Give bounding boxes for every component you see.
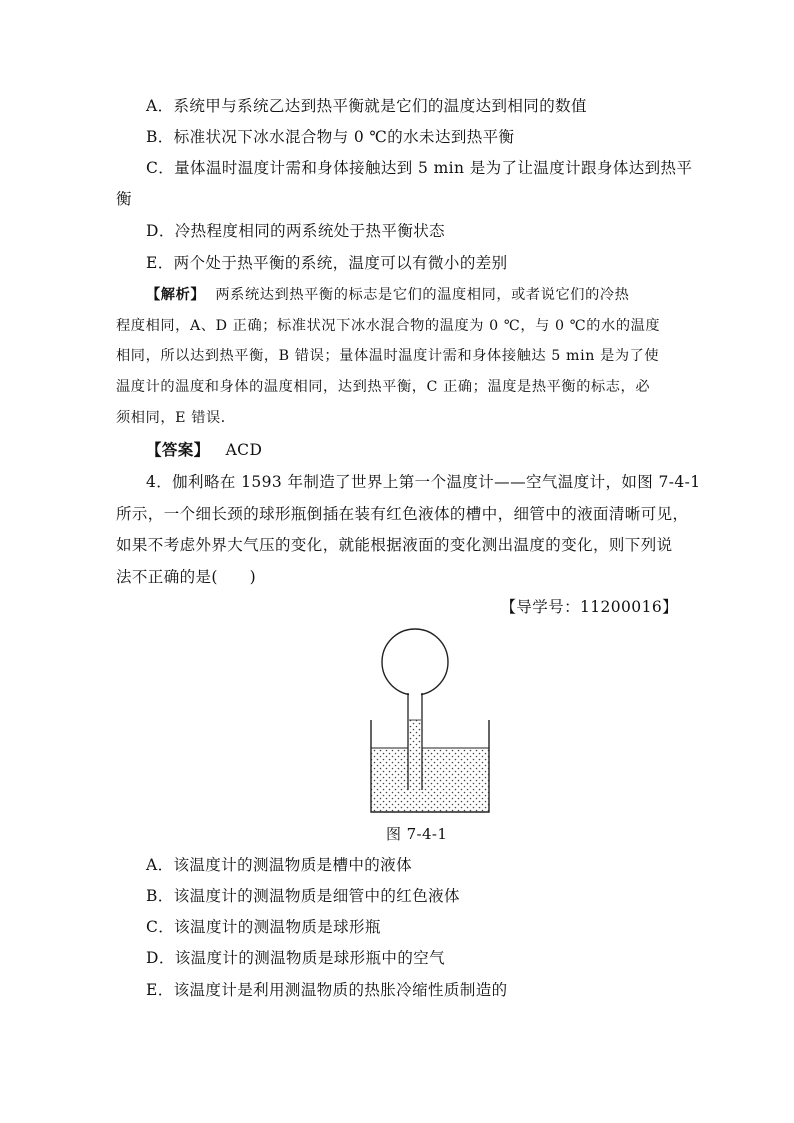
analysis-line-1	[146, 285, 629, 305]
q4-option-e: E．该温度计是利用测温物质的热胀冷缩性质制造的	[146, 981, 508, 999]
q4-option-c: C．该温度计的测温物质是球形瓶	[146, 918, 381, 936]
q4-stem-line-3: 如果不考虑外界大气压的变化，就能根据液面的变化测出温度的变化，则下列说	[116, 536, 673, 554]
q4-option-b: B．该温度计的测温物质是细管中的红色液体	[146, 887, 460, 905]
analysis-text: 两系统达到热平衡的标志是它们的温度相同，或者说它们的冷热	[215, 287, 630, 303]
analysis-line-3: 相同，所以达到热平衡，B 错误；量体温时温度计需和身体接触达 5 min 是为了使	[116, 348, 660, 364]
q4-stem-line-4: 法不正确的是( )	[116, 568, 257, 586]
answer-line	[146, 440, 262, 460]
analysis-line-2: 程度相同，A、D 正确；标准状况下冰水混合物的温度为 0 ℃，与 0 ℃的水的温度	[116, 318, 661, 334]
q4-stem-line-2: 所示，一个细长颈的球形瓶倒插在装有红色液体的槽中，细管中的液面清晰可见，	[116, 505, 689, 523]
analysis-line-5: 须相同，E 错误．	[116, 410, 236, 426]
q4-stem-line-1: 4．伽利略在 1593 年制造了世界上第一个温度计——空气温度计，如图 7-4-1	[146, 473, 701, 491]
analysis-line-4: 温度计的温度和身体的温度相同，达到热平衡，C 正确；温度是热平衡的标志，必	[116, 379, 651, 395]
q3-option-c: C．量体温时温度计需和身体接触达到 5 min 是为了让温度计跟身体达到热平	[146, 159, 693, 177]
q3-option-a: A．系统甲与系统乙达到热平衡就是它们的温度达到相同的数值	[146, 97, 587, 115]
air-thermometer-figure	[370, 620, 490, 815]
bulb	[382, 629, 448, 695]
q3-option-e: E．两个处于热平衡的系统，温度可以有微小的差别	[146, 254, 508, 272]
trough-liquid	[371, 748, 489, 812]
q4-reference-number: 【导学号：11200016】	[500, 598, 678, 616]
answer-value: ACD	[225, 441, 263, 459]
q3-option-c-continued: 衡	[116, 190, 132, 208]
q4-option-d: D．该温度计的测温物质是球形瓶中的空气	[146, 949, 446, 967]
analysis-label: 【解析】	[146, 287, 206, 303]
q3-option-d: D．冷热程度相同的两系统处于热平衡状态	[146, 222, 446, 240]
figure-caption: 图 7-4-1	[386, 825, 448, 843]
q4-option-a: A．该温度计的测温物质是槽中的液体	[146, 856, 412, 874]
tube-liquid	[409, 720, 421, 790]
answer-label: 【答案】	[146, 440, 210, 459]
q3-option-b: B．标准状况下冰水混合物与 0 ℃的水未达到热平衡	[146, 128, 515, 146]
